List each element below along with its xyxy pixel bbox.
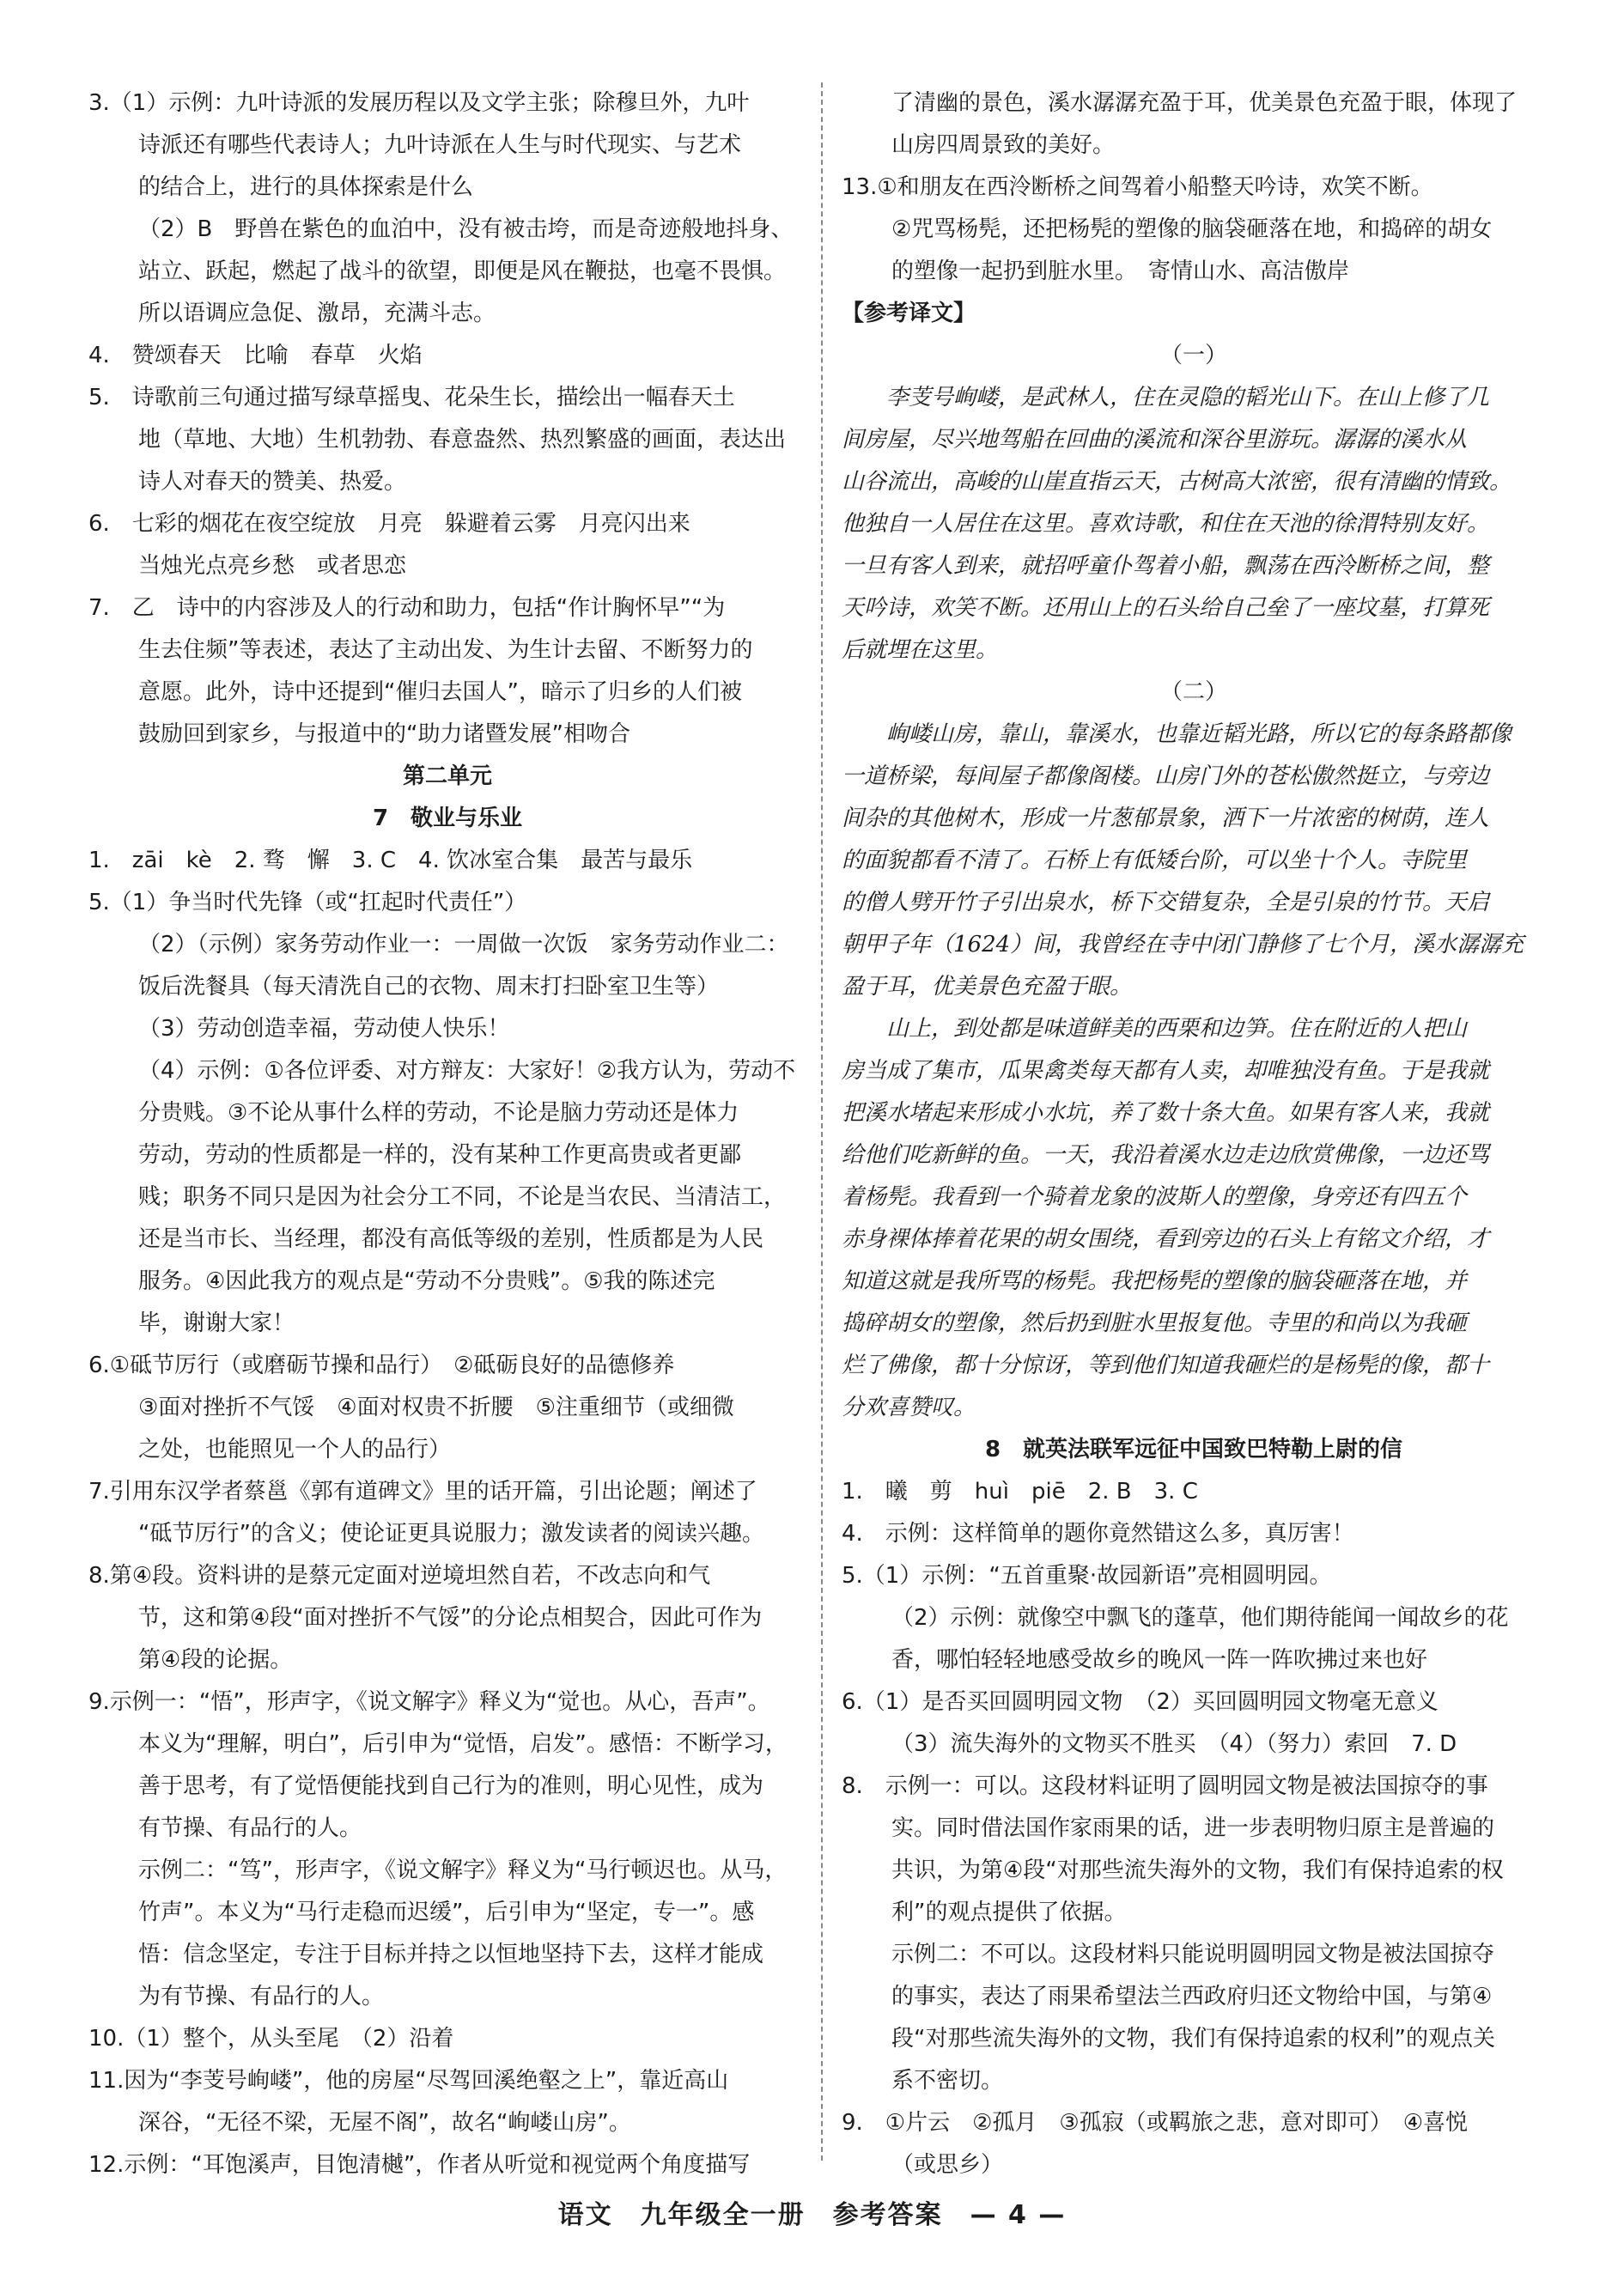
- answer-line: 饭后洗餐具（每天清洗自己的衣物、周末打扫卧室卫生等）: [138, 974, 720, 1000]
- answer-line: 地（草地、大地）生机勃勃、春意盎然、热烈繁盛的画面，表达出: [138, 427, 787, 453]
- answer-line: “砥节厉行”的含义；使论证更具说服力；激发读者的阅读兴趣。: [138, 1521, 764, 1547]
- answer-line: 本义为“理解，明白”，后引申为“觉悟，启发”。感悟：不断学习，: [138, 1731, 788, 1757]
- translation-line: 烂了佛像，都十分惊讶，等到他们知道我砸烂的是杨髡的像，都十: [842, 1353, 1490, 1378]
- answer-line: （4）示例：①各位评委、对方辩友：大家好！②我方认为，劳动不: [138, 1058, 796, 1084]
- answer-line: 示例二：不可以。这段材料只能说明圆明园文物是被法国掠夺: [891, 1942, 1495, 1967]
- answer-line: 5. 诗歌前三句通过描写绿草摇曳、花朵生长，描绘出一幅春天土: [88, 385, 735, 410]
- answer-line: 节，这和第④段“面对挫折不气馁”的分论点相契合，因此可作为: [138, 1605, 763, 1631]
- left-column: [88, 82, 806, 2186]
- answer-line: 6. 七彩的烟花在夜空绽放 月亮 躲避着云雾 月亮闪出来: [88, 511, 690, 537]
- answer-line: 毕，谢谢大家！: [138, 1310, 295, 1336]
- answer-line: （或思乡）: [891, 2152, 1004, 2178]
- answer-line: 5.（1）示例：“五首重聚·故园新语”亮相圆明园。: [842, 1563, 1332, 1589]
- answer-line: 贱；职务不同只是因为社会分工不同，不论是当农民、当清洁工，: [138, 1184, 787, 1210]
- translation-line: 一道桥梁，每间屋子都像阁楼。山房门外的苍松傲然挺立，与旁边: [842, 763, 1490, 789]
- answer-line: 4. 赞颂春天 比喻 春草 火焰: [88, 343, 423, 368]
- translation-line: 捣碎胡女的塑像，然后扔到脏水里报复他。寺里的和尚以为我砸: [842, 1310, 1468, 1336]
- translation-line: 赤身裸体捧着花果的胡女围绕，看到旁边的石头上有铭文介绍，才: [842, 1226, 1490, 1252]
- answer-line: 站立、跃起，燃起了战斗的欲望，即便是风在鞭挞，也毫不畏惧。: [138, 258, 787, 284]
- answer-line: 劳动，劳动的性质都是一样的，没有某种工作更高贵或者更鄙: [138, 1142, 742, 1168]
- answer-line: 鼓励回到家乡，与报道中的“助力诸暨发展”相吻合: [138, 721, 630, 747]
- answer-line: 11.因为“李芰号峋嵝”，他的房屋“尽驾回溪绝壑之上”，靠近高山: [88, 2068, 729, 2094]
- answer-line: 5.（1）争当时代先锋（或“扛起时代责任”）: [88, 890, 527, 915]
- answer-line: 系不密切。: [891, 2068, 1004, 2094]
- translation-line: 间杂的其他树木，形成一片葱郁景象，洒下一片浓密的树荫，连人: [842, 806, 1490, 831]
- answer-line: 8.第④段。资料讲的是蔡元定面对逆境坦然自若，不改志向和气: [88, 1563, 711, 1589]
- answer-line: 的塑像一起扔到脏水里。 寄情山水、高洁傲岸: [891, 258, 1350, 284]
- answer-line: 6.（1）是否买回圆明园文物 （2）买回圆明园文物毫无意义: [842, 1689, 1438, 1715]
- answer-line: 诗派还有哪些代表诗人；九叶诗派在人生与时代现实、与艺术: [138, 132, 742, 158]
- answer-line: 善于思考，有了觉悟便能找到自己行为的准则，明心见性，成为: [138, 1773, 764, 1799]
- translation-line: 一旦有客人到来，就招呼童仆驾着小船，飘荡在西泠断桥之间，整: [842, 553, 1490, 579]
- answer-line: （3）流失海外的文物买不胜买 （4）（努力）索回 7. D: [891, 1731, 1457, 1757]
- translation-line: 山上，到处都是味道鲜美的西栗和边笋。住在附近的人把山: [886, 1016, 1468, 1042]
- translation-line: 知道这就是我所骂的杨髡。我把杨髡的塑像的脑袋砸落在地，并: [842, 1268, 1468, 1294]
- answer-line: （2）B 野兽在紫色的血泊中，没有被击垮，而是奇迹般地抖身、: [138, 216, 794, 242]
- answer-line: ②咒骂杨髡，还把杨髡的塑像的脑袋砸落在地，和捣碎的胡女: [891, 216, 1493, 242]
- section-number: （一）: [1159, 343, 1227, 368]
- translation-line: 给他们吃新鲜的鱼。一天，我沿着溪水边走边欣赏佛像，一边还骂: [842, 1142, 1490, 1168]
- translation-line: 的面貌都看不清了。石桥上有低矮台阶，可以坐十个人。寺院里: [842, 848, 1468, 873]
- answer-line: 的结合上，进行的具体探索是什么: [138, 174, 474, 200]
- answer-line: （2）示例：就像空中飘飞的蓬草，他们期待能闻一闻故乡的花: [891, 1605, 1509, 1631]
- translation-line: 间房屋，尽兴地驾船在回曲的溪流和深谷里游玩。潺潺的溪水从: [842, 427, 1468, 453]
- answer-line: （3）劳动创造幸福，劳动使人快乐！: [138, 1016, 510, 1042]
- answer-line: 7.引用东汉学者蔡邕《郭有道碑文》里的话开篇，引出论题；阐述了: [88, 1479, 757, 1505]
- answer-line: 4. 示例：这样简单的题你竟然错这么多，真厉害！: [842, 1521, 1354, 1547]
- answer-line: 利”的观点提供了依据。: [891, 1900, 1127, 1925]
- answer-line: 12.示例：“耳饱溪声，目饱清樾”，作者从听觉和视觉两个角度描写: [88, 2152, 751, 2178]
- answer-line: 示例二：“笃”，形声字，《说文解字》释义为“马行顿迟也。从马，: [138, 1857, 788, 1883]
- translation-line: 盈于耳，优美景色充盈于眼。: [842, 974, 1133, 1000]
- translation-line: 朝甲子年（1624）间，我曾经在寺中闭门静修了七个月，溪水潺潺充: [842, 932, 1524, 958]
- translation-line: 后就埋在这里。: [842, 637, 999, 663]
- translation-line: 峋嵝山房，靠山，靠溪水，也靠近韬光路，所以它的每条路都像: [886, 721, 1512, 747]
- answer-line: 还是当市长、当经理，都没有高低等级的差别，性质都是为人民: [138, 1226, 764, 1252]
- answer-line: 1. 曦 剪 huì piē 2. B 3. C: [842, 1479, 1198, 1505]
- right-column: [842, 82, 1546, 2186]
- lesson-title: 7 敬业与乐业: [372, 806, 523, 831]
- answer-line: ③面对挫折不气馁 ④面对权贵不折腰 ⑤注重细节（或细微: [138, 1395, 734, 1420]
- translation-line: 他独自一人居住在这里。喜欢诗歌，和住在天池的徐渭特别友好。: [842, 511, 1490, 537]
- answer-line: 段“对那些流失海外的文物，我们有保持追索的权利”的观点关: [891, 2026, 1495, 2052]
- answer-line: 了清幽的景色，溪水潺潺充盈于耳，优美景色充盈于眼，体现了: [891, 90, 1518, 116]
- answer-line: 9. ①片云 ②孤月 ③孤寂（或羁旅之悲，意对即可） ④喜悦: [842, 2110, 1469, 2136]
- answer-line: 分贵贱。③不论从事什么样的劳动，不论是脑力劳动还是体力: [138, 1100, 739, 1126]
- section-number: （二）: [1159, 679, 1227, 705]
- answer-line: 所以语调应急促、激昂，充满斗志。: [138, 301, 496, 326]
- answer-line: 服务。④因此我方的观点是“劳动不分贵贱”。⑤我的陈述完: [138, 1268, 715, 1294]
- column-divider: [821, 82, 823, 2161]
- translation-line: 山谷流出，高峻的山崖直指云天，古树高大浓密，很有清幽的情致。: [842, 469, 1512, 495]
- page-footer: 语文 九年级全一册 参考答案 — 4 —: [557, 2200, 1067, 2230]
- answer-line: 之处，也能照见一个人的品行）: [138, 1437, 452, 1462]
- answer-line: 8. 示例一：可以。这段材料证明了圆明园文物是被法国掠夺的事: [842, 1773, 1488, 1799]
- translation-line: 李芰号峋嵝，是武林人，住在灵隐的韬光山下。在山上修了几: [886, 385, 1490, 410]
- answer-line: 实。同时借法国作家雨果的话，进一步表明物归原主是普遍的: [891, 1815, 1495, 1841]
- answer-line: 香，哪怕轻轻地感受故乡的晚风一阵一阵吹拂过来也好: [891, 1647, 1428, 1673]
- answer-line: 当烛光点亮乡愁 或者思恋: [138, 553, 407, 579]
- answer-line: 诗人对春天的赞美、热爱。: [138, 469, 407, 495]
- answer-line: 生去住频”等表述，表达了主动出发、为生计去留、不断努力的: [138, 637, 753, 663]
- translation-line: 的僧人劈开竹子引出泉水，桥下交错复杂，全是引泉的竹节。天启: [842, 890, 1490, 915]
- translation-line: 分欢喜赞叹。: [842, 1395, 976, 1420]
- answer-line: 有节操、有品行的人。: [138, 1815, 362, 1841]
- answer-line: 深谷，“无径不梁，无屋不阁”，故名“峋嵝山房”。: [138, 2110, 631, 2136]
- answer-line: 13.①和朋友在西泠断桥之间驾着小船整天吟诗，欢笑不断。: [842, 174, 1433, 200]
- reference-translation-heading: 【参考译文】: [842, 301, 976, 326]
- answer-line: 竹声”。本义为“马行走稳而迟缓”，后引申为“坚定，专一”。感: [138, 1900, 755, 1925]
- answer-line: （2）（示例）家务劳动作业一：一周做一次饭 家务劳动作业二：: [138, 932, 789, 958]
- answer-line: 的事实，表达了雨果希望法兰西政府归还文物给中国，与第④: [891, 1984, 1493, 2009]
- unit-heading: 第二单元: [402, 763, 492, 789]
- answer-line: 7. 乙 诗中的内容涉及人的行动和助力，包括“作计胸怀早”“为: [88, 595, 726, 621]
- answer-line: 为有节操、有品行的人。: [138, 1984, 385, 2009]
- translation-line: 房当成了集市，瓜果禽类每天都有人卖，却唯独没有鱼。于是我就: [842, 1058, 1490, 1084]
- translation-line: 把溪水堵起来形成小水坑，养了数十条大鱼。如果有客人来，我就: [842, 1100, 1490, 1126]
- answer-line: 共识，为第④段“对那些流失海外的文物，我们有保持追索的权: [891, 1857, 1504, 1883]
- lesson-title: 8 就英法联军远征中国致巴特勒上尉的信: [984, 1437, 1403, 1462]
- answer-line: 10.（1）整个，从头至尾 （2）沿着: [88, 2026, 454, 2052]
- answer-line: 山房四周景致的美好。: [891, 132, 1116, 158]
- answer-line: 悟：信念坚定，专注于目标并持之以恒地坚持下去，这样才能成: [138, 1942, 764, 1967]
- answer-line: 9.示例一：“悟”，形声字，《说文解字》释义为“觉也。从心，吾声”。: [88, 1689, 770, 1715]
- translation-line: 着杨髡。我看到一个骑着龙象的波斯人的塑像，身旁还有四五个: [842, 1184, 1468, 1210]
- answer-line: 6.①砥节厉行（或磨砺节操和品行） ②砥砺良好的品德修养: [88, 1353, 675, 1378]
- answer-line: 3.（1）示例：九叶诗派的发展历程以及文学主张；除穆旦外，九叶: [88, 90, 750, 116]
- answer-line: 1. zāi kè 2. 骛 懈 3. C 4. 饮冰室合集 最苦与最乐: [88, 848, 693, 873]
- answer-line: 意愿。此外，诗中还提到“催归去国人”，暗示了归乡的人们被: [138, 679, 742, 705]
- answer-line: 第④段的论据。: [138, 1647, 293, 1673]
- translation-line: 天吟诗，欢笑不断。还用山上的石头给自己垒了一座坟墓，打算死: [842, 595, 1490, 621]
